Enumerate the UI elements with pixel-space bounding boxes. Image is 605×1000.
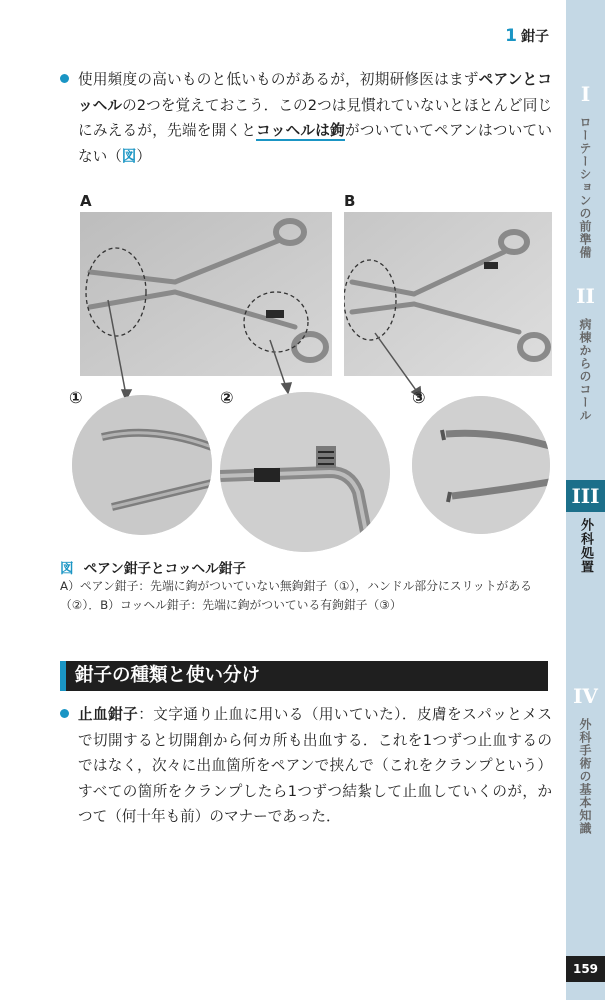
section-heading-accent xyxy=(60,661,66,691)
intro-bold-2: コッヘルは鉤 xyxy=(256,122,345,139)
tab-4-label: 外科手術の基本知識 xyxy=(578,718,592,835)
section-term: 止血鉗子 xyxy=(78,706,139,723)
bullet-icon xyxy=(60,709,69,718)
page-number: 159 xyxy=(566,956,605,982)
intro-text-2: の2つを覚えておこう．この2つは見慣れていないとほとんど同じにみえるが，先端を開くと xyxy=(78,96,552,139)
chapter-title: 鉗子 xyxy=(521,29,549,45)
tab-2-label: 病棟からのコール xyxy=(578,318,592,422)
intro-text-4: ） xyxy=(136,147,152,165)
section-paragraph xyxy=(78,702,552,830)
tab-4-number: IV xyxy=(573,684,598,708)
circle-label-2: ② xyxy=(220,388,234,407)
tab-1-number: I xyxy=(580,82,591,106)
figure-reference-link[interactable]: 図 xyxy=(121,147,137,165)
section-heading-text: 鉗子の種類と使い分け xyxy=(75,665,261,686)
panel-b-label: B xyxy=(344,192,356,210)
intro-bold-1: ペアンとコッヘル xyxy=(78,71,552,114)
intro-text-3: がついていてペアンはついていない（ xyxy=(78,122,552,165)
circle-label-3: ③ xyxy=(412,388,426,407)
caption-title-text: ペアン鉗子とコッヘル鉗子 xyxy=(83,561,246,577)
tab-3-label: 外科処置 xyxy=(578,518,593,574)
zoom-handle-slit xyxy=(220,392,390,552)
circle-label-1: ① xyxy=(69,388,83,407)
tab-2-number: II xyxy=(576,284,595,308)
caption-figure-label: 図 xyxy=(60,561,74,577)
tab-3-number: III xyxy=(566,480,605,512)
figure-caption-text: A）ペアン鉗子：先端に鉤がついていない無鉤鉗子（①），ハンドル部分にスリットがある（②）．B）コッヘル鉗子：先端に鉤がついている有鉤鉗子（③） xyxy=(60,579,532,612)
zoom-pean-tip xyxy=(72,395,212,535)
section-heading xyxy=(60,661,548,691)
figure-caption-title xyxy=(60,557,246,577)
section-text: ：文字通り止血に用いる（用いていた）．皮膚をスパッとメスで切開すると切開創から何カ所も出血する．これを1つずつ止血するのではなく，次々に出血箇所をペアンで挟んで（これをクランプという）すべての箇所をクランプしたら1つずつ結紮して止血していくのが，かつて（何十年も前）のマナーであった． xyxy=(78,706,552,825)
intro-text-1: 使用頻度の高いものと低いものがあるが，初期研修医はまず xyxy=(78,71,479,88)
tab-1-label: ローテーションの前準備 xyxy=(578,116,592,259)
panel-a-label: A xyxy=(80,192,92,210)
zoom-kocher-tip xyxy=(412,396,550,534)
chapter-number: 1 xyxy=(505,26,517,46)
